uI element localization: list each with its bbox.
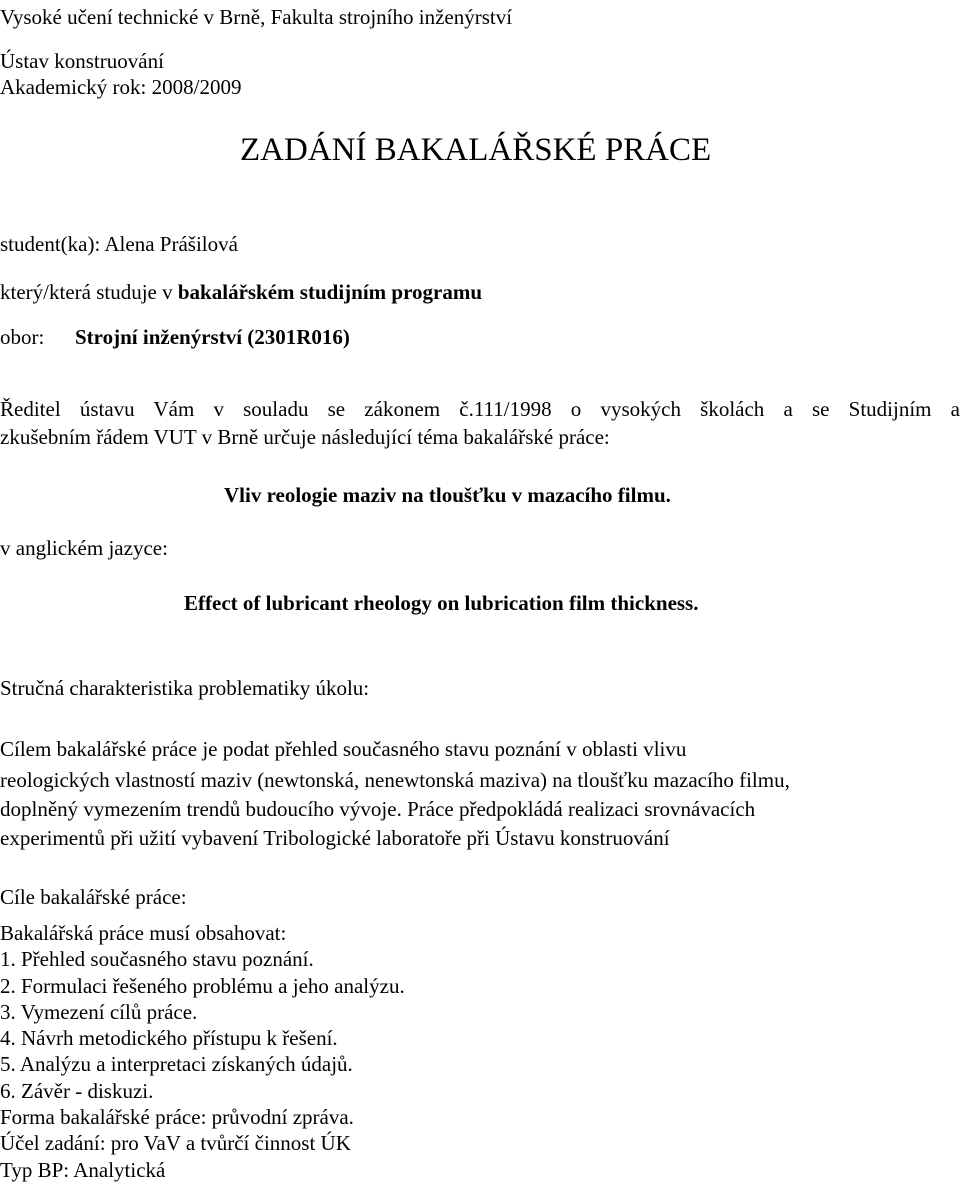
student-line: student(ka): Alena Prášilová	[0, 232, 238, 256]
institute-line: Ústav konstruování	[0, 49, 164, 73]
study-program: bakalářském studijním programu	[177, 280, 483, 304]
characteristics-heading: Stručná charakteristika problematiky úkolu:	[0, 676, 370, 700]
list-item: Forma bakalářské práce: průvodní zpráva.	[0, 1105, 354, 1130]
list-item: 5. Analýzu a interpretaci získaných údajů.	[0, 1052, 353, 1077]
list-item: Účel zadání: pro VaV a tvůrčí činnost ÚK	[0, 1131, 351, 1156]
academic-year: Akademický rok: 2008/2009	[0, 75, 242, 99]
goals-list	[0, 920, 405, 1183]
document-title: ZADÁNÍ BAKALÁŘSKÉ PRÁCE	[240, 132, 712, 168]
field-label: obor:	[0, 325, 45, 349]
characteristics-line: doplněný vymezením trendů budoucího vývoje. Práce předpokládá realizaci srovnávacích	[0, 797, 756, 821]
intro-line-1: Ředitel ústavu Vám v souladu se zákonem č.111/1998 o vysokých školách a se Studijním a	[0, 397, 960, 421]
list-item: 3. Vymezení cílů práce.	[0, 999, 198, 1024]
topic-czech: Vliv reologie maziv na tloušťku v mazacího filmu.	[224, 483, 671, 507]
topic-english: Effect of lubricant rheology on lubrication film thickness.	[184, 591, 699, 615]
program-prefix: který/která studuje v	[0, 280, 178, 304]
program-line	[0, 279, 482, 305]
characteristics-line: experimentů při užití vybavení Tribologické laboratoře při Ústavu konstruování	[0, 826, 670, 850]
university-line: Vysoké učení technické v Brně, Fakulta strojního inženýrství	[0, 5, 513, 29]
list-item: 1. Přehled současného stavu poznání.	[0, 947, 314, 972]
list-item: 2. Formulaci řešeného problému a jeho analýzu.	[0, 973, 405, 998]
list-item: 4. Návrh metodického přístupu k řešení.	[0, 1026, 338, 1051]
list-item: Typ BP: Analytická	[0, 1157, 166, 1182]
intro-line-2: zkušebním řádem VUT v Brně určuje následující téma bakalářské práce:	[0, 425, 610, 449]
characteristics-line: reologických vlastností maziv (newtonská, nenewtonská maziva) na tloušťku mazacího filmu,	[0, 768, 790, 792]
field-of-study: Strojní inženýrství (2301R016)	[75, 325, 350, 349]
characteristics-line: Cílem bakalářské práce je podat přehled současného stavu poznání v oblasti vlivu	[0, 737, 687, 761]
goals-heading: Cíle bakalářské práce:	[0, 885, 187, 909]
english-label: v anglickém jazyce:	[0, 536, 168, 560]
list-item: Bakalářská práce musí obsahovat:	[0, 921, 287, 945]
list-item: 6. Závěr - diskuzi.	[0, 1078, 154, 1103]
